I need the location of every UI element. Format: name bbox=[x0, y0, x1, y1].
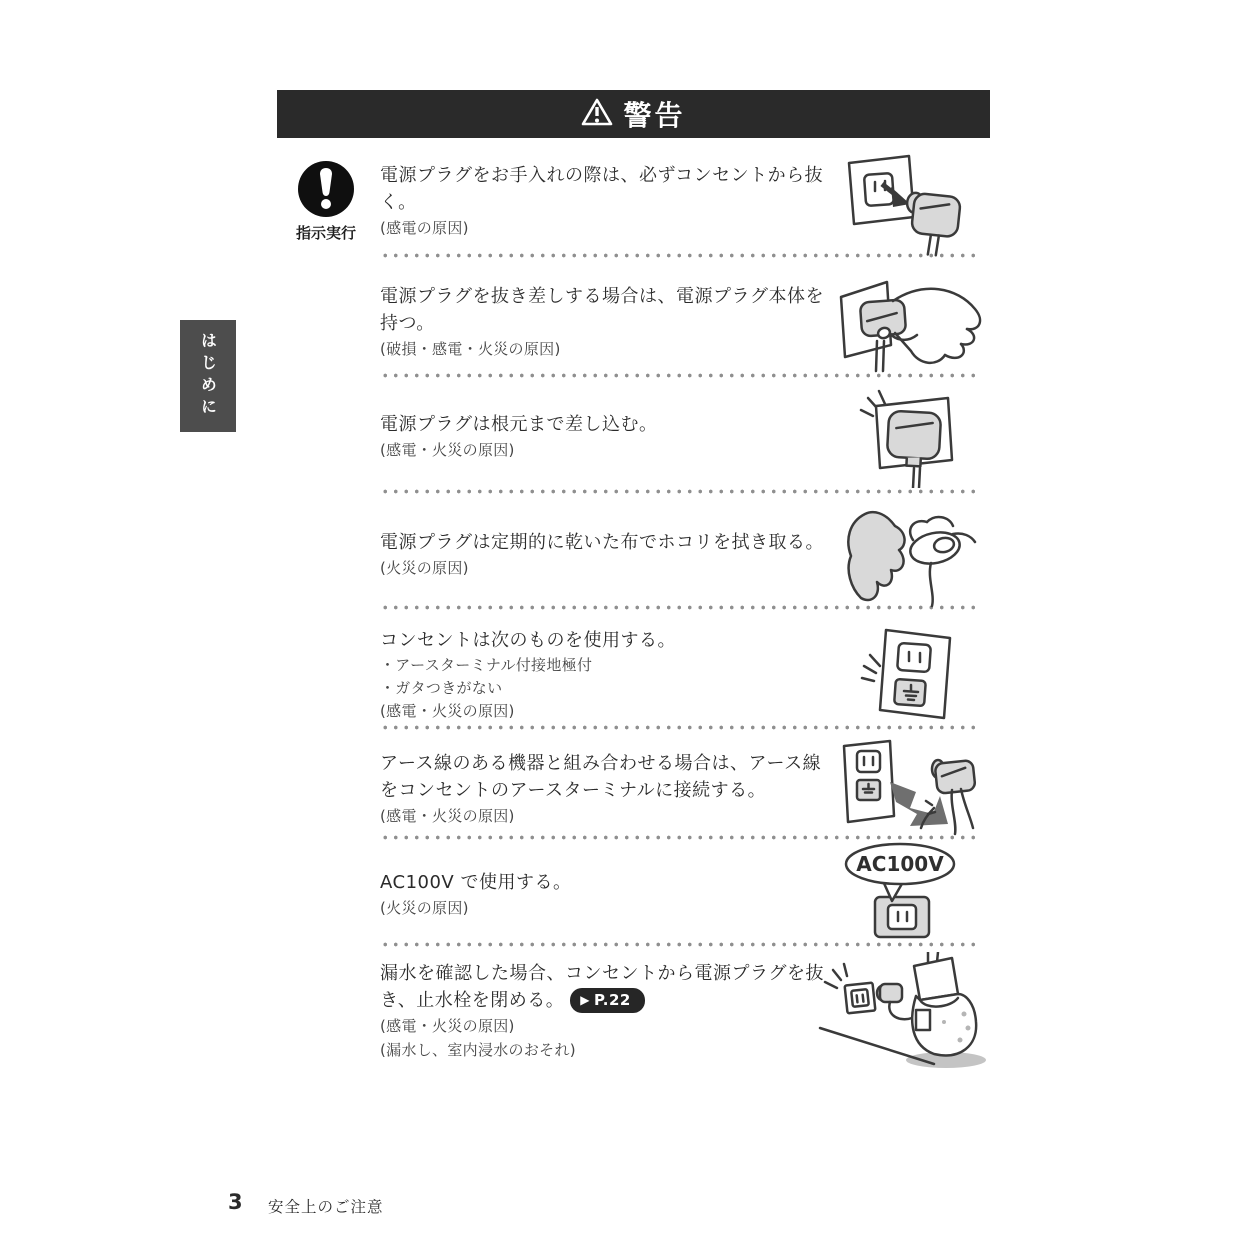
warning-header-bar bbox=[277, 90, 990, 138]
cause-text: (感電・火災の原因) bbox=[380, 1017, 515, 1035]
ac100v-bubble-label: AC100V bbox=[856, 852, 944, 876]
safety-item-row bbox=[380, 283, 838, 361]
chapter-tab bbox=[180, 320, 236, 432]
mandatory-action-label: 指示実行 bbox=[295, 224, 356, 242]
safety-item-row bbox=[380, 960, 838, 1061]
grounded-outlet-illustration bbox=[856, 618, 968, 726]
instruction-text: 電源プラグを抜き差しする場合は、電源プラグ本体を持つ。 bbox=[380, 286, 824, 334]
safety-item-row bbox=[380, 162, 838, 240]
instruction-text: 電源プラグをお手入れの際は、必ずコンセントから抜く。 bbox=[380, 165, 824, 213]
cause-text: (感電・火災の原因) bbox=[380, 807, 515, 825]
cause-text-secondary: (漏水し、室内浸水のおそれ) bbox=[380, 1040, 576, 1059]
unplug-from-outlet-illustration bbox=[835, 153, 987, 257]
play-icon: ▶ bbox=[580, 993, 591, 1007]
dotted-separator bbox=[380, 942, 977, 947]
page-reference-badge bbox=[570, 988, 645, 1014]
cause-text: (感電・火災の原因) bbox=[380, 702, 515, 720]
cause-text: (破損・感電・火災の原因) bbox=[380, 340, 561, 358]
instruction-text: アース線のある機器と組み合わせる場合は、アース線をコンセントのアースターミナルに接続する。 bbox=[380, 753, 822, 801]
warning-triangle-icon bbox=[581, 97, 613, 131]
chapter-tab-label: はじめに bbox=[198, 332, 218, 420]
exclamation-circle-icon bbox=[297, 160, 355, 218]
instruction-text: AC100V で使用する。 bbox=[380, 872, 572, 893]
dotted-separator bbox=[380, 489, 977, 494]
cause-text: (感電の原因) bbox=[380, 219, 469, 237]
safety-item-row bbox=[380, 529, 838, 580]
hold-plug-body-illustration bbox=[831, 271, 993, 375]
cause-text: (感電・火災の原因) bbox=[380, 441, 515, 459]
cause-text: (火災の原因) bbox=[380, 559, 469, 577]
condition-bullet: ・アースターミナル付接地極付 bbox=[380, 656, 593, 674]
cause-text: (火災の原因) bbox=[380, 899, 469, 917]
warning-title: 警告 bbox=[623, 99, 686, 132]
instruction-text bbox=[380, 960, 838, 1014]
ac100v-outlet-illustration bbox=[841, 841, 959, 939]
page-number: 3 bbox=[228, 1190, 243, 1214]
connect-earth-wire-illustration bbox=[836, 738, 984, 836]
footer-section-title: 安全上のご注意 bbox=[268, 1198, 384, 1216]
safety-item-row bbox=[380, 411, 838, 462]
safety-item-row bbox=[380, 869, 838, 920]
condition-bullet: ・ガタつきがない bbox=[380, 678, 503, 697]
mandatory-action-icon-block bbox=[286, 160, 366, 243]
safety-item-row bbox=[380, 750, 838, 828]
instruction-text: コンセントは次のものを使用する。 bbox=[380, 630, 676, 651]
plug-fully-inserted-illustration bbox=[856, 386, 968, 488]
instruction-text: 電源プラグは根元まで差し込む。 bbox=[380, 414, 658, 435]
instruction-text: 電源プラグは定期的に乾いた布でホコリを拭き取る。 bbox=[380, 532, 824, 553]
page-reference-label: P.22 bbox=[594, 990, 631, 1009]
instruction-text-inline: 漏水を確認した場合、コンセントから電源プラグを抜き、止水栓を閉める。 bbox=[380, 963, 824, 1011]
wipe-plug-dust-illustration bbox=[831, 506, 983, 608]
water-leak-close-valve-illustration bbox=[816, 952, 994, 1070]
safety-item-row bbox=[380, 627, 838, 723]
